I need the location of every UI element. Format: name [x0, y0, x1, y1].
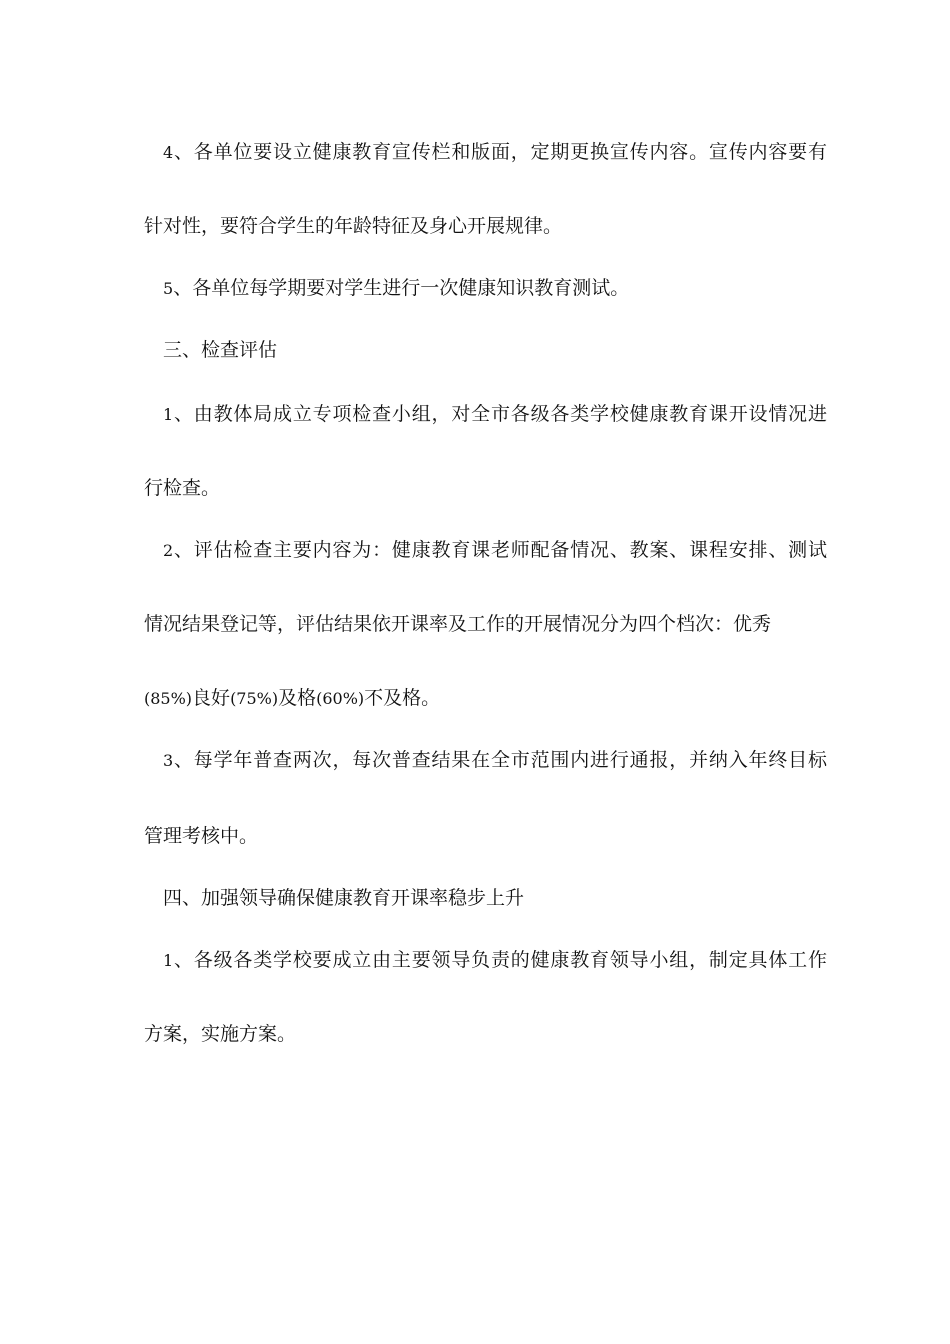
- paragraph-3-2-line-1: [163, 538, 827, 563]
- paragraph-text: 、评估检查主要内容为：健康教育课老师配备情况、教案、课程安排、测试: [173, 539, 827, 561]
- paragraph-text: 、各级各类学校要成立由主要领导负责的健康教育领导小组，制定具体工作: [173, 949, 827, 971]
- section-heading-4: 四、加强领导确保健康教育开课率稳步上升: [163, 887, 525, 909]
- item-number: 2: [163, 541, 174, 560]
- paragraph-text: 、由教体局成立专项检查小组，对全市各级各类学校健康教育课开设情况进: [173, 403, 827, 425]
- grade-good-percent: (75%): [230, 689, 279, 708]
- paragraph-4-line-1: [163, 140, 827, 165]
- paragraph-4-1-line-2: 方案，实施方案。: [144, 1023, 297, 1045]
- paragraph-text: 、每学年普查两次，每次普查结果在全市范围内进行通报，并纳入年终目标: [173, 749, 827, 771]
- section-heading-3: 三、检查评估: [163, 339, 278, 361]
- paragraph-4-1-line-1: [163, 948, 827, 973]
- paragraph-3-1-line-1: [163, 402, 827, 427]
- paragraph-3-2-line-3: [144, 686, 808, 711]
- grade-fail-label: 不及格。: [364, 687, 441, 709]
- grade-excellent-percent: (85%): [144, 689, 193, 708]
- paragraph-3-2-line-2: 情况结果登记等，评估结果依开课率及工作的开展情况分为四个档次：优秀: [144, 613, 772, 635]
- paragraph-4-line-2: 针对性，要符合学生的年龄特征及身心开展规律。: [144, 215, 563, 237]
- item-number: 5: [163, 279, 174, 298]
- paragraph-text: 、各单位要设立健康教育宣传栏和版面，定期更换宣传内容。宣传内容要有: [173, 141, 827, 163]
- item-number: 3: [163, 751, 174, 770]
- item-number: 1: [163, 405, 174, 424]
- paragraph-5-line-1: [163, 276, 827, 301]
- paragraph-3-1-line-2: 行检查。: [144, 477, 221, 499]
- grade-pass-label: 及格: [278, 687, 317, 709]
- item-number: 1: [163, 951, 174, 970]
- paragraph-text: 、各单位每学期要对学生进行一次健康知识教育测试。: [173, 277, 630, 299]
- paragraph-3-3-line-1: [163, 748, 827, 773]
- item-number: 4: [163, 143, 174, 162]
- paragraph-3-3-line-2: 管理考核中。: [144, 825, 259, 847]
- grade-good-label: 良好: [192, 687, 231, 709]
- grade-pass-percent: (60%): [316, 689, 365, 708]
